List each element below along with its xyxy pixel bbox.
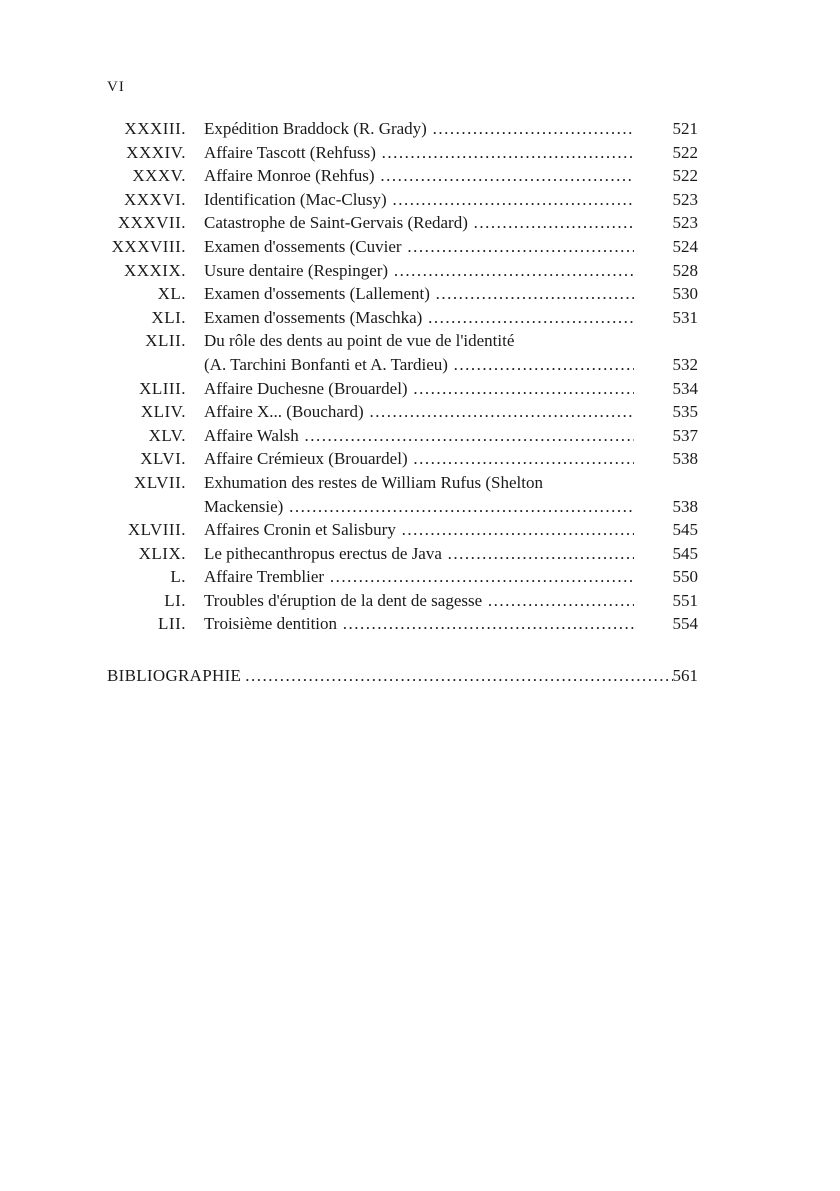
chapter-numeral: XLVII.	[134, 472, 186, 492]
toc-entry	[100, 612, 700, 636]
chapter-page-number: 528	[672, 260, 698, 280]
chapter-page-number: 534	[672, 378, 698, 398]
page-number: VI	[107, 79, 125, 95]
chapter-page-number: 551	[672, 590, 698, 610]
chapter-numeral: XLIV.	[140, 402, 186, 422]
chapter-numeral: XLVIII.	[127, 520, 186, 540]
chapter-title: Examen d'ossements (Cuvier .....	[204, 235, 634, 259]
chapter-numeral: XLIII.	[139, 378, 186, 398]
chapter-numeral: LI.	[164, 590, 186, 610]
chapter-numeral: LII.	[158, 614, 186, 634]
chapter-title: Troisième dentition .....	[204, 612, 634, 636]
chapter-page-number: 538	[672, 496, 698, 516]
chapter-title: Affaire Walsh .....	[204, 424, 634, 448]
chapter-title: Mackensie) .....	[204, 495, 634, 519]
chapter-title: Examen d'ossements (Maschka) .....	[204, 306, 634, 330]
toc-entry	[100, 377, 700, 401]
toc-entry	[100, 211, 700, 235]
toc-entry	[100, 542, 700, 566]
chapter-title: Catastrophe de Saint-Gervais (Redard) .....	[204, 211, 634, 235]
chapter-numeral: XXXVII.	[117, 213, 186, 233]
chapter-page-number: 532	[672, 354, 698, 374]
toc-entry	[100, 495, 700, 519]
chapter-numeral: XL.	[157, 284, 186, 304]
chapter-title: Troubles d'éruption de la dent de sagesse .....	[204, 589, 634, 613]
chapter-numeral: XXXIX.	[123, 260, 186, 280]
toc-entry	[100, 329, 700, 353]
chapter-page-number: 524	[672, 236, 698, 256]
chapter-page-number: 550	[672, 567, 698, 587]
chapter-numeral: XLIX.	[138, 543, 186, 563]
toc-entry	[100, 282, 700, 306]
toc-entry	[100, 188, 700, 212]
chapter-page-number: 545	[672, 543, 698, 563]
toc-entry	[100, 565, 700, 589]
chapter-title: (A. Tarchini Bonfanti et A. Tardieu) .....	[204, 353, 634, 377]
dot-leader	[241, 664, 672, 688]
chapter-page-number: 522	[672, 166, 698, 186]
chapter-title: Affaire Tascott (Rehfuss) .....	[204, 141, 634, 165]
chapter-page-number: 535	[672, 402, 698, 422]
chapter-page-number: 537	[672, 425, 698, 445]
chapter-title: Affaires Cronin et Salisbury .....	[204, 518, 634, 542]
table-of-contents	[100, 117, 700, 636]
chapter-page-number: 523	[672, 189, 698, 209]
chapter-title: Du rôle des dents au point de vue de l'identité	[204, 331, 515, 351]
toc-entry	[100, 518, 700, 542]
chapter-numeral: XXXVI.	[123, 189, 186, 209]
toc-entry	[100, 424, 700, 448]
toc-entry	[100, 117, 700, 141]
toc-entry	[100, 589, 700, 613]
chapter-numeral: XLI.	[151, 307, 186, 327]
bibliography-label: BIBLIOGRAPHIE	[107, 666, 242, 685]
toc-entry	[100, 141, 700, 165]
toc-entry	[100, 353, 700, 377]
chapter-page-number: 554	[672, 614, 698, 634]
chapter-numeral: XLV.	[148, 425, 186, 445]
chapter-title: Affaire Monroe (Rehfus) .....	[204, 164, 634, 188]
chapter-title: Le pithecanthropus erectus de Java .....	[204, 542, 634, 566]
chapter-numeral: XXXV.	[132, 166, 186, 186]
toc-entry	[100, 306, 700, 330]
chapter-title: Affaire Duchesne (Brouardel) .....	[204, 377, 634, 401]
chapter-title: Usure dentaire (Respinger) .....	[204, 259, 634, 283]
chapter-numeral: L.	[170, 567, 186, 587]
bibliography-entry	[107, 664, 698, 688]
chapter-numeral: XLII.	[145, 331, 186, 351]
chapter-page-number: 531	[672, 307, 698, 327]
chapter-title: Affaire Tremblier .....	[204, 565, 634, 589]
toc-entry	[100, 447, 700, 471]
chapter-title: Expédition Braddock (R. Grady) .....	[204, 117, 634, 141]
chapter-numeral: XXXIV.	[126, 142, 186, 162]
toc-entry	[100, 400, 700, 424]
toc-entry	[100, 164, 700, 188]
chapter-title: Identification (Mac-Clusy) .....	[204, 188, 634, 212]
chapter-page-number: 522	[672, 142, 698, 162]
chapter-page-number: 521	[672, 119, 698, 138]
chapter-title: Affaire Crémieux (Brouardel) .....	[204, 447, 634, 471]
chapter-page-number: 530	[672, 284, 698, 304]
chapter-page-number: 523	[672, 213, 698, 233]
toc-entry	[100, 259, 700, 283]
chapter-page-number: 538	[672, 449, 698, 469]
chapter-numeral: XLVI.	[140, 449, 186, 469]
chapter-title: Exhumation des restes de William Rufus (Shelton	[204, 472, 543, 492]
chapter-page-number: 545	[672, 520, 698, 540]
chapter-title: Examen d'ossements (Lallement) .....	[204, 282, 634, 306]
bibliography-page-number: 561	[672, 666, 698, 685]
chapter-numeral: XXXIII.	[124, 119, 186, 138]
chapter-title: Affaire X... (Bouchard) .....	[204, 400, 634, 424]
chapter-numeral: XXXVIII.	[111, 236, 186, 256]
toc-entry	[100, 471, 700, 495]
toc-entry	[100, 235, 700, 259]
